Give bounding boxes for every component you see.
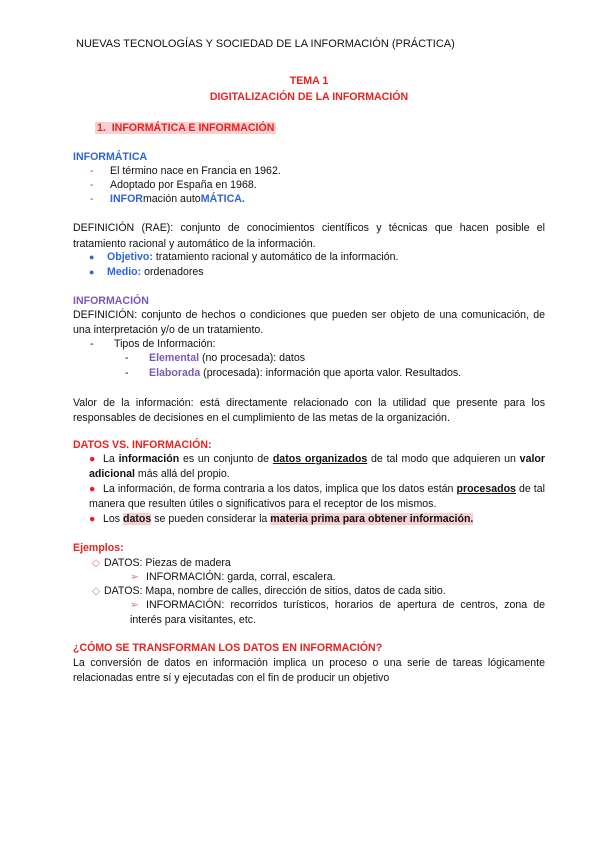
list-item: - Tipos de Información: [90,338,216,350]
datos-vs-heading: DATOS VS. INFORMACIÓN: [73,439,212,451]
informatica-heading: INFORMÁTICA [73,151,148,163]
list-item: ◇ DATOS: Piezas de madera [92,557,231,569]
list-item: - El término nace en Francia en 1962. [90,165,281,177]
transform-paragraph: La conversión de datos en información implica un proceso o una serie de tareas lógicamente relacionadas entre sí y ejecutadas con el fin de producir un objetivo [73,657,545,684]
list-item: - INFORmación autoMÁTICA. [90,193,245,205]
bullet-item: ● Los datos se pueden considerar la materia prima para obtener información. [89,513,474,525]
bullet-item: ● Objetivo: tratamiento racional y automático de la información. [89,251,399,263]
list-item: ➢ INFORMACIÓN: recorridos turísticos, horarios de apertura de centros, zona de interés para visitantes, etc. [130,599,545,626]
informatica-definition: DEFINICIÓN (RAE): conjunto de conocimientos científicos y técnicas que hacen posible el tratamiento racional y automático de la información. [73,222,545,250]
section-number: 1. [97,122,106,134]
list-item: ◇ DATOS: Mapa, nombre de calles, dirección de sitios, datos de cada sitio. [92,585,446,597]
document-header: NUEVAS TECNOLOGÍAS Y SOCIEDAD DE LA INFORMACIÓN (PRÁCTICA) [76,38,455,50]
list-item: ➢ INFORMACIÓN: garda, corral, escalera. [130,571,336,583]
valor-paragraph: Valor de la información: está directamente relacionado con la utilidad que presente para los responsables de decisiones en el cumplimiento de las metas de la organización. [73,397,545,424]
tema-title: DIGITALIZACIÓN DE LA INFORMACIÓN [209,91,409,103]
section-heading [95,121,276,136]
list-item: - Adoptado por España en 1968. [90,179,257,191]
bullet-item: ● La información es un conjunto de datos organizados de tal modo que adquieren un valor adicional más allá del propio. [89,453,545,480]
bullet-item: ● Medio: ordenadores [89,266,204,278]
tema-number: TEMA 1 [289,75,329,87]
informacion-definition: DEFINICIÓN: conjunto de hechos o condiciones que pueden ser objeto de una comunicación, de una interpretación y/o de un tratamiento. [73,309,545,336]
transform-heading: ¿CÓMO SE TRANSFORMAN LOS DATOS EN INFORMACIÓN? [73,642,383,654]
section-title: INFORMÁTICA E INFORMACIÓN [111,122,275,134]
informacion-heading: INFORMACIÓN [73,295,149,307]
ejemplos-heading: Ejemplos: [73,542,124,554]
bullet-item: ● La información, de forma contraria a los datos, implica que los datos están procesados de tal manera que resulten útiles o significativos para el receptor de los mismos. [89,483,546,510]
list-item: - Elemental (no procesada): datos [125,352,306,364]
list-item: - Elaborada (procesada): información que aporta valor. Resultados. [125,367,462,379]
